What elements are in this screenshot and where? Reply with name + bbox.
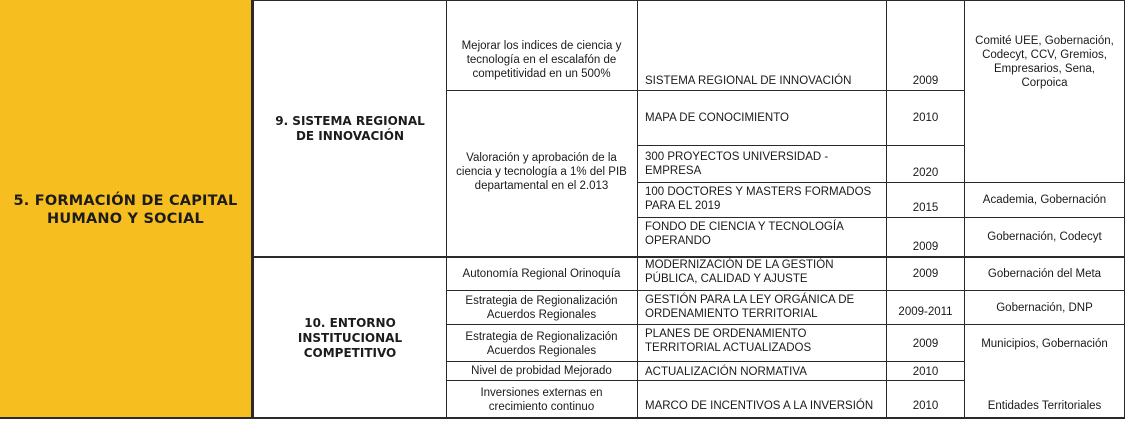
year-cell <box>887 91 964 145</box>
grid-line <box>637 361 965 362</box>
year-text: 2015 <box>912 202 939 214</box>
grid-line <box>637 182 1125 183</box>
year-text: 2009 <box>912 75 939 87</box>
project-text: SISTEMA REGIONAL DE INNOVACIÓN <box>645 75 852 87</box>
year-text: 2010 <box>912 400 939 412</box>
axis-cell <box>0 0 254 419</box>
year-cell <box>887 362 964 381</box>
goal-text: Mejorar los indices de ciencia y tecnología en el escalafón de competitividad en un 500% <box>461 40 622 80</box>
grid-line <box>964 0 965 419</box>
project-text: MODERNIZACIÓN DE LA GESTIÓN PÚBLICA, CALIDAD Y AJUSTE <box>645 259 834 285</box>
year-text: 2009-2011 <box>898 306 953 318</box>
year-cell <box>887 183 964 217</box>
project-cell <box>640 1 886 90</box>
goal-cell <box>447 291 636 324</box>
year-text: 2020 <box>912 167 939 179</box>
project-cell <box>640 218 872 256</box>
responsible-cell <box>965 218 1124 256</box>
responsible-cell <box>965 362 1124 418</box>
goal-text: Nivel de probidad Mejorado <box>471 365 612 377</box>
goal-text: Valoración y aprobación de la ciencia y tecnología a 1% del PIB departamental en el 2.013 <box>456 152 627 192</box>
year-cell <box>887 381 964 418</box>
goal-text: Inversiones externas en crecimiento continuo <box>480 386 603 413</box>
project-cell <box>640 291 878 324</box>
responsible-text: Entidades Territoriales <box>987 400 1102 412</box>
grid-line <box>446 380 638 381</box>
grid-line <box>886 0 887 419</box>
grid-line <box>637 145 965 146</box>
grid-line <box>637 0 638 419</box>
year-text: 2009 <box>912 337 939 350</box>
project-text: GESTIÓN PARA LA LEY ORGÁNICA DE ORDENAMIENTO TERRITORIAL <box>645 294 855 320</box>
responsible-text: Municipios, Gobernación <box>981 337 1108 350</box>
grid-line <box>446 324 638 325</box>
goal-cell <box>447 144 636 200</box>
responsible-text: Gobernación del Meta <box>987 268 1102 280</box>
goal-cell <box>447 325 636 362</box>
grid-line <box>446 0 447 419</box>
responsible-cell <box>965 183 1124 217</box>
program-cell-9 <box>254 1 446 256</box>
year-text: 2009 <box>912 241 939 253</box>
grid-line <box>446 361 638 362</box>
axis-title: 5. FORMACIÓN DE CAPITAL HUMANO Y SOCIAL <box>13 192 238 227</box>
responsible-cell <box>965 1 1124 182</box>
responsible-text: Comité UEE, Gobernación, Codecyt, CCV, Gremios, Empresarios, Sena, Corpoica <box>975 34 1114 89</box>
project-cell <box>640 183 872 217</box>
responsible-cell <box>965 258 1124 290</box>
project-text: 300 PROYECTOS UNIVERSIDAD - EMPRESA <box>645 151 829 177</box>
goal-cell <box>447 362 636 380</box>
year-cell <box>887 258 964 290</box>
year-cell <box>887 291 964 325</box>
grid-line <box>251 256 1125 258</box>
project-text: FONDO DE CIENCIA Y TECNOLOGÍA OPERANDO <box>645 221 844 247</box>
year-text: 2010 <box>912 112 939 124</box>
project-text: MAPA DE CONOCIMIENTO <box>645 112 789 124</box>
goal-cell <box>447 258 636 290</box>
goal-cell <box>447 381 636 418</box>
responsible-text: Gobernación, DNP <box>996 302 1093 314</box>
grid-line <box>637 217 1125 218</box>
project-cell <box>640 146 830 182</box>
project-text: 100 DOCTORES Y MASTERS FORMADOS PARA EL 2019 <box>645 186 872 212</box>
grid-line <box>637 90 965 91</box>
goal-text: Estrategia de Regionalización Acuerdos Regionales <box>465 330 618 357</box>
responsible-cell <box>965 325 1124 362</box>
program-title: 9. SISTEMA REGIONAL DE INNOVACIÓN <box>275 113 425 143</box>
goal-text: Autonomía Regional Orinoquía <box>462 268 621 280</box>
grid-line <box>637 380 965 381</box>
program-title: 10. ENTORNO INSTITUCIONAL COMPETITIVO <box>297 315 403 360</box>
year-cell <box>887 218 964 256</box>
project-cell <box>640 258 872 290</box>
responsible-cell <box>965 291 1124 325</box>
responsible-text: Academia, Gobernación <box>982 194 1107 206</box>
project-text: ACTUALIZACIÓN NORMATIVA <box>645 366 807 378</box>
project-cell <box>640 325 872 362</box>
project-cell <box>640 362 886 381</box>
project-cell <box>640 91 886 145</box>
year-text: 2010 <box>912 366 939 378</box>
year-text: 2009 <box>912 268 939 280</box>
project-text: PLANES DE ORDENAMIENTO TERRITORIAL ACTUALIZADOS <box>645 328 812 354</box>
grid-line <box>637 324 1125 325</box>
program-cell-10 <box>254 258 446 418</box>
year-cell <box>887 146 964 182</box>
grid-line <box>637 290 1125 291</box>
grid-line <box>446 90 638 91</box>
responsible-text: Gobernación, Codecyt <box>987 231 1102 243</box>
year-cell <box>887 325 964 362</box>
grid-line <box>446 290 638 291</box>
grid-line <box>0 417 1125 419</box>
project-text: MARCO DE INCENTIVOS A LA INVERSIÓN <box>645 400 874 412</box>
goal-text: Estrategia de Regionalización Acuerdos Regionales <box>465 294 618 321</box>
goal-cell <box>447 32 636 88</box>
year-cell <box>887 1 964 90</box>
project-cell <box>640 381 886 418</box>
